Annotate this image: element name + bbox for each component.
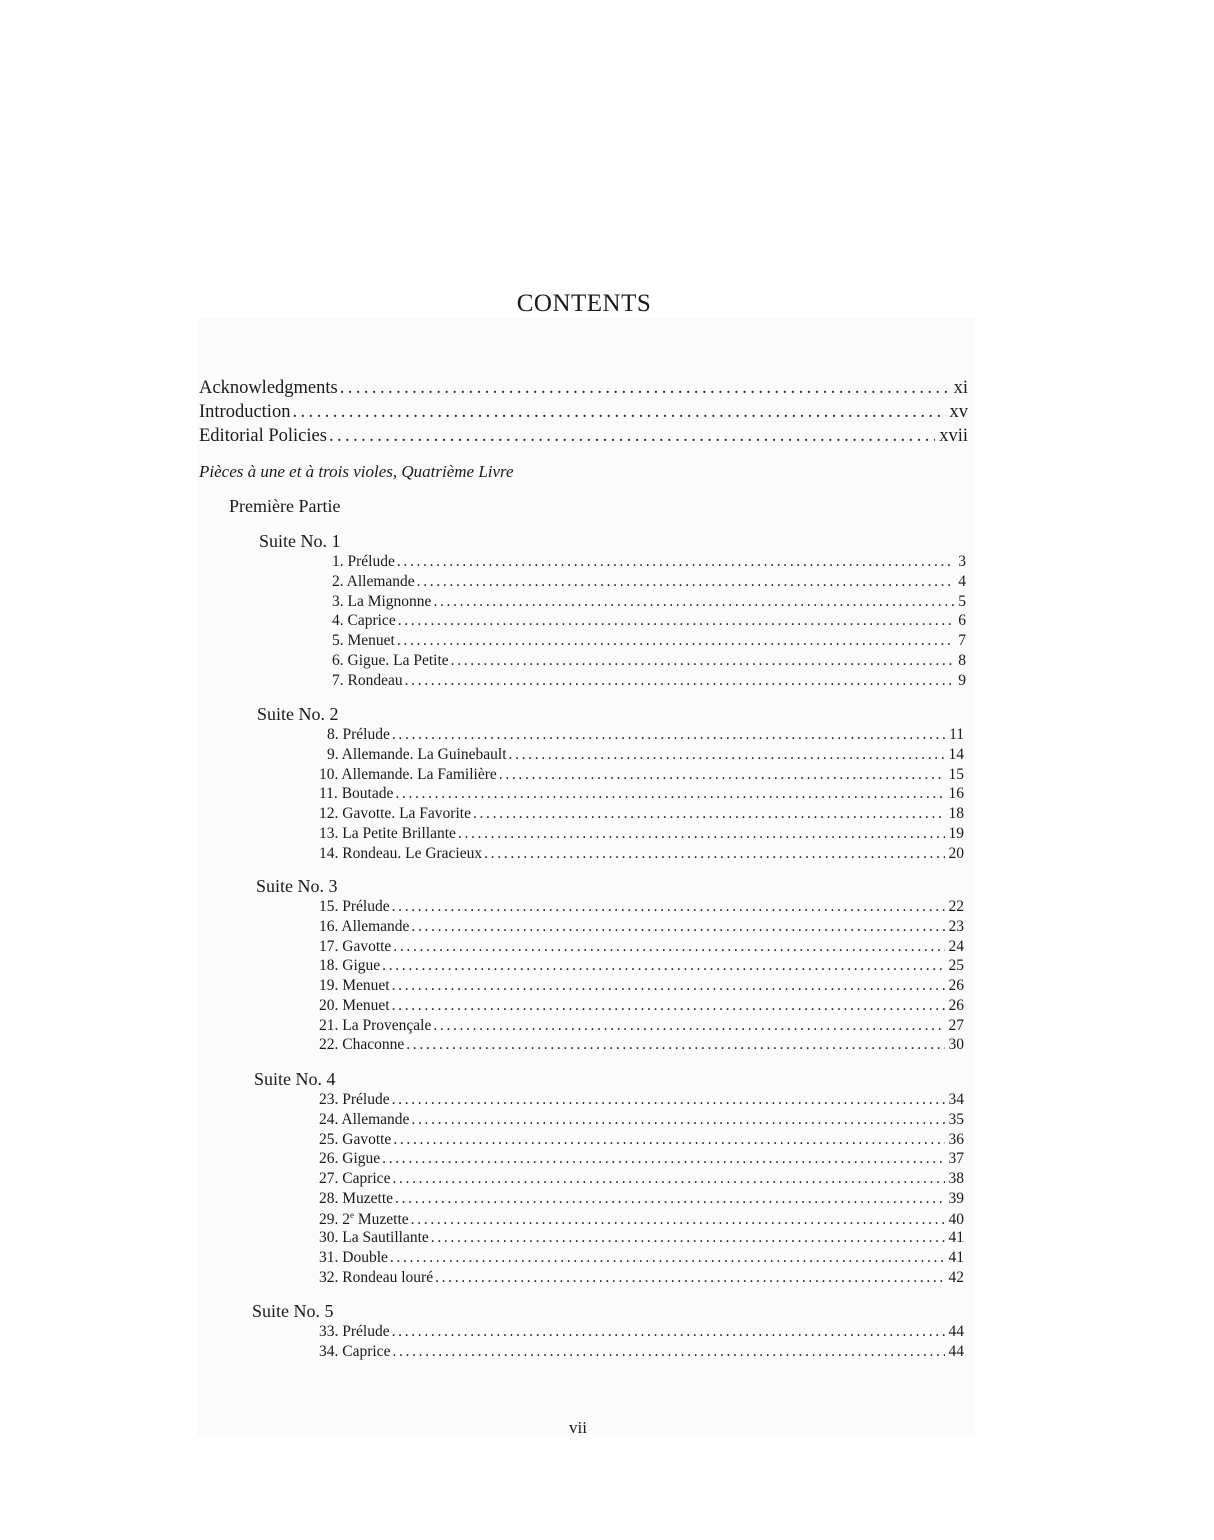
piece-title: Caprice [342, 1342, 391, 1360]
toc-entry-page: 37 [948, 1150, 964, 1168]
leader-dots [382, 1150, 944, 1168]
leader-dots [451, 652, 955, 670]
toc-entry-label: Acknowledgments [199, 378, 338, 398]
toc-entry-introduction[interactable] [199, 402, 968, 423]
piece-title-prefix: 2 [342, 1210, 350, 1228]
toc-entry-piece[interactable] [319, 918, 964, 936]
leader-dots [392, 1091, 945, 1109]
toc-entry-page: 26 [948, 977, 964, 994]
piece-number: 34. [319, 1342, 339, 1360]
toc-entry-page: xv [949, 402, 968, 422]
piece-number: 7. [332, 671, 344, 689]
toc-entry-piece[interactable] [319, 1249, 964, 1267]
toc-entry-piece[interactable] [319, 1170, 964, 1188]
piece-title: Chaconne [342, 1036, 405, 1054]
leader-dots [411, 918, 944, 936]
toc-entry-piece[interactable] [332, 632, 966, 650]
leader-dots [393, 1131, 944, 1149]
piece-number: 14. [319, 844, 339, 862]
leader-dots [392, 726, 945, 744]
toc-entry-page: 8 [958, 651, 966, 669]
toc-entry-piece[interactable] [319, 1190, 964, 1208]
toc-entry-page: 41 [948, 1229, 964, 1247]
piece-title: Rondeau louré [342, 1268, 434, 1286]
leader-dots [397, 632, 954, 650]
piece-title: Allemande [341, 917, 410, 935]
toc-entry-label [319, 918, 409, 936]
piece-number: 23. [319, 1091, 339, 1108]
toc-entry-label [319, 845, 482, 863]
toc-entry-label [319, 1170, 390, 1188]
leader-dots [392, 997, 945, 1015]
leader-dots [398, 612, 955, 630]
toc-entry-piece[interactable] [319, 997, 964, 1015]
leader-dots [292, 402, 945, 423]
piece-number: 5. [332, 632, 344, 649]
leader-dots [405, 672, 955, 690]
piece-number: 25. [319, 1130, 339, 1148]
leader-dots [382, 957, 944, 975]
leader-dots [392, 898, 945, 916]
toc-entry-page: 14 [948, 745, 964, 763]
piece-title: Allemande [346, 572, 415, 590]
toc-entry-label [332, 652, 449, 670]
piece-title: Prélude [342, 898, 390, 915]
piece-title: La Mignonne [347, 592, 432, 610]
piece-number: 26. [319, 1150, 339, 1168]
toc-entry-piece[interactable] [332, 553, 966, 571]
toc-entry-page: 24 [948, 937, 964, 955]
toc-entry-page: 20 [948, 844, 964, 862]
leader-dots [392, 977, 945, 995]
piece-number: 28. [319, 1189, 339, 1207]
suite-heading: Suite No. 3 [256, 876, 338, 896]
toc-entry-piece[interactable] [319, 957, 964, 975]
toc-entry-piece[interactable] [319, 766, 964, 784]
piece-number: 20. [319, 996, 339, 1014]
toc-entry-piece[interactable] [319, 1323, 964, 1341]
toc-entry-label [319, 1229, 429, 1247]
piece-title: Gigue. La Petite [347, 651, 449, 669]
toc-entry-page: 42 [948, 1268, 964, 1286]
toc-entry-page: 23 [948, 917, 964, 935]
piece-title: Rondeau [347, 671, 403, 689]
toc-entry-label [327, 726, 390, 744]
leader-dots [390, 1249, 945, 1267]
toc-entry-page: 18 [948, 805, 964, 822]
piece-title: Muzette [342, 1189, 394, 1207]
toc-entry-piece[interactable] [327, 746, 964, 764]
piece-title: Prélude [342, 726, 390, 743]
leader-dots [435, 1269, 944, 1287]
piece-title: Allemande. La Guinebault [341, 745, 507, 763]
leader-dots [392, 1170, 944, 1188]
toc-entry-piece[interactable] [332, 652, 966, 670]
piece-number: 27. [319, 1170, 339, 1187]
piece-number: 18. [319, 957, 339, 975]
suite-heading: Suite No. 5 [252, 1301, 334, 1321]
piece-title: Caprice [347, 612, 396, 630]
toc-entry-piece[interactable] [319, 1131, 964, 1149]
piece-title: La Provençale [342, 1016, 432, 1034]
piece-number: 17. [319, 937, 339, 955]
toc-entry-label [319, 977, 390, 995]
toc-entry-piece[interactable] [319, 1111, 964, 1129]
toc-entry-piece[interactable] [319, 1343, 964, 1361]
toc-entry-label [332, 632, 395, 650]
toc-entry-label [319, 1091, 390, 1109]
toc-entry-page: 35 [948, 1110, 964, 1128]
toc-entry-page: 5 [958, 592, 966, 610]
toc-entry-label: Editorial Policies [199, 426, 327, 446]
leader-dots [499, 766, 945, 784]
toc-entry-page: 36 [948, 1130, 964, 1148]
toc-entry-label [327, 746, 507, 764]
piece-title-superscript: e [350, 1209, 354, 1220]
piece-title: Menuet [342, 977, 390, 994]
toc-entry-label [332, 612, 396, 630]
toc-entry-page: 40 [948, 1210, 964, 1228]
toc-entry-piece[interactable] [327, 726, 964, 744]
toc-entry-piece[interactable] [319, 1036, 964, 1054]
leader-dots [458, 825, 945, 843]
toc-entry-label: Introduction [199, 402, 291, 422]
toc-entry-page: 9 [958, 671, 966, 689]
toc-entry-page: 7 [958, 632, 966, 649]
leader-dots [392, 1343, 944, 1361]
toc-entry-editorial-policies[interactable] [199, 426, 968, 447]
toc-entry-label [319, 785, 393, 803]
toc-entry-page: 39 [948, 1189, 964, 1207]
toc-entry-piece[interactable] [319, 825, 964, 843]
toc-entry-piece[interactable] [332, 593, 966, 611]
toc-entry-page: 3 [958, 553, 966, 570]
toc-entry-piece[interactable] [319, 1091, 964, 1109]
piece-title: Caprice [342, 1170, 391, 1187]
toc-entry-page: 44 [948, 1342, 964, 1360]
piece-number: 3. [332, 592, 344, 610]
toc-entry-label [319, 1150, 380, 1168]
toc-entry-piece[interactable] [319, 1017, 964, 1035]
toc-entry-label [332, 573, 415, 591]
toc-entry-label [319, 1210, 409, 1229]
toc-entry-page: 4 [958, 572, 966, 590]
toc-entry-label [319, 825, 456, 843]
piece-title: Boutade [341, 785, 394, 803]
toc-entry-acknowledgments[interactable] [199, 378, 968, 399]
toc-entry-label [319, 1323, 390, 1341]
piece-title: Muzette [354, 1210, 409, 1228]
toc-entry-piece[interactable] [319, 1210, 964, 1229]
toc-entry-piece[interactable] [319, 1150, 964, 1168]
piece-title: Gigue [342, 1150, 381, 1168]
leader-dots [411, 1211, 945, 1229]
piece-number: 2. [332, 572, 344, 590]
piece-title: Gavotte [342, 937, 392, 955]
leader-dots [406, 1036, 944, 1054]
page-title: CONTENTS [516, 290, 652, 317]
toc-entry-label [332, 593, 431, 611]
leader-dots [431, 1229, 945, 1247]
toc-entry-piece[interactable] [319, 845, 964, 863]
toc-entry-label [319, 1111, 409, 1129]
leader-dots [393, 938, 944, 956]
toc-entry-piece[interactable] [319, 1229, 964, 1247]
piece-title: Gavotte. La Favorite [342, 805, 471, 822]
piece-number: 33. [319, 1323, 339, 1340]
toc-entry-page: 11 [949, 726, 964, 743]
leader-dots [397, 553, 954, 571]
toc-entry-page: 6 [958, 612, 966, 630]
toc-entry-page: 26 [948, 996, 964, 1014]
piece-number: 24. [319, 1110, 339, 1128]
toc-entry-label [319, 1249, 388, 1267]
piece-number: 1. [332, 553, 344, 570]
leader-dots [417, 573, 955, 591]
toc-entry-label [319, 938, 391, 956]
piece-number: 29. [319, 1210, 339, 1228]
toc-entry-page: 19 [948, 824, 964, 842]
suite-heading: Suite No. 1 [259, 531, 341, 551]
piece-title: La Sautillante [342, 1229, 429, 1247]
toc-entry-label [319, 1036, 404, 1054]
leader-dots [473, 805, 945, 823]
leader-dots [433, 1017, 944, 1035]
piece-number: 11. [319, 785, 338, 803]
piece-title: Menuet [347, 632, 395, 649]
toc-entry-page: 25 [948, 957, 964, 975]
toc-entry-label [319, 1190, 393, 1208]
toc-entry-page: 41 [948, 1249, 964, 1266]
toc-entry-page: 38 [948, 1170, 964, 1187]
toc-entry-piece[interactable] [319, 805, 964, 823]
toc-entry-label [319, 1131, 391, 1149]
toc-entry-piece[interactable] [319, 1269, 964, 1287]
toc-entry-label [319, 1343, 390, 1361]
piece-title: La Petite Brillante [342, 824, 456, 842]
toc-entry-piece[interactable] [332, 612, 966, 630]
toc-entry-label [319, 997, 390, 1015]
toc-entry-label [319, 805, 471, 823]
toc-entry-page: 30 [948, 1036, 964, 1054]
toc-entry-label [319, 1017, 431, 1035]
part-title: Première Partie [229, 496, 341, 516]
toc-entry-page: 16 [948, 785, 964, 803]
toc-entry-page: 15 [948, 765, 964, 783]
piece-number: 12. [319, 805, 339, 822]
piece-number: 30. [319, 1229, 339, 1247]
toc-entry-page: xi [953, 378, 968, 398]
piece-title: Allemande [341, 1110, 410, 1128]
piece-title: Double [342, 1249, 388, 1266]
piece-number: 6. [332, 651, 344, 669]
piece-number: 19. [319, 977, 339, 994]
toc-entry-piece[interactable] [332, 672, 966, 690]
toc-entry-label [319, 766, 497, 784]
leader-dots [433, 593, 954, 611]
piece-number: 10. [319, 765, 339, 783]
leader-dots [340, 378, 950, 399]
piece-number: 8. [327, 726, 339, 743]
piece-number: 13. [319, 824, 339, 842]
piece-title: Gavotte [342, 1130, 392, 1148]
piece-title: Allemande. La Familière [341, 765, 497, 783]
work-title: Pièces à une et à trois violes, Quatrième Livre [199, 462, 514, 481]
suite-heading: Suite No. 2 [257, 704, 339, 724]
piece-number: 15. [319, 898, 339, 915]
piece-title: Prélude [347, 553, 395, 570]
piece-number: 31. [319, 1249, 339, 1266]
toc-entry-label [332, 672, 403, 690]
piece-title: Menuet [342, 996, 390, 1014]
piece-number: 32. [319, 1268, 339, 1286]
piece-number: 9. [327, 745, 339, 763]
piece-title: Gigue [342, 957, 381, 975]
toc-entry-piece[interactable] [319, 938, 964, 956]
toc-entry-piece[interactable] [332, 573, 966, 591]
piece-number: 22. [319, 1036, 339, 1054]
piece-title: Prélude [342, 1323, 390, 1340]
leader-dots [509, 746, 945, 764]
piece-title: Prélude [342, 1091, 390, 1108]
leader-dots [395, 785, 944, 803]
leader-dots [411, 1111, 944, 1129]
leader-dots [392, 1323, 945, 1341]
toc-entry-piece[interactable] [319, 785, 964, 803]
toc-entry-page: 44 [948, 1323, 964, 1340]
toc-entry-label [319, 957, 380, 975]
toc-entry-label [332, 553, 395, 571]
page-number: vii [569, 1418, 587, 1437]
toc-entry-label [319, 898, 390, 916]
toc-entry-piece[interactable] [319, 898, 964, 916]
toc-entry-piece[interactable] [319, 977, 964, 995]
piece-number: 21. [319, 1016, 339, 1034]
toc-entry-page: 34 [948, 1091, 964, 1108]
piece-number: 16. [319, 917, 339, 935]
toc-entry-page: 27 [948, 1016, 964, 1034]
suite-heading: Suite No. 4 [254, 1069, 336, 1089]
piece-title: Rondeau. Le Gracieux [342, 844, 483, 862]
leader-dots [329, 426, 935, 447]
toc-entry-page: 22 [948, 898, 964, 915]
toc-entry-page: xvii [939, 426, 968, 446]
leader-dots [484, 845, 944, 863]
piece-number: 4. [332, 612, 344, 630]
leader-dots [395, 1190, 944, 1208]
toc-entry-label [319, 1269, 433, 1287]
